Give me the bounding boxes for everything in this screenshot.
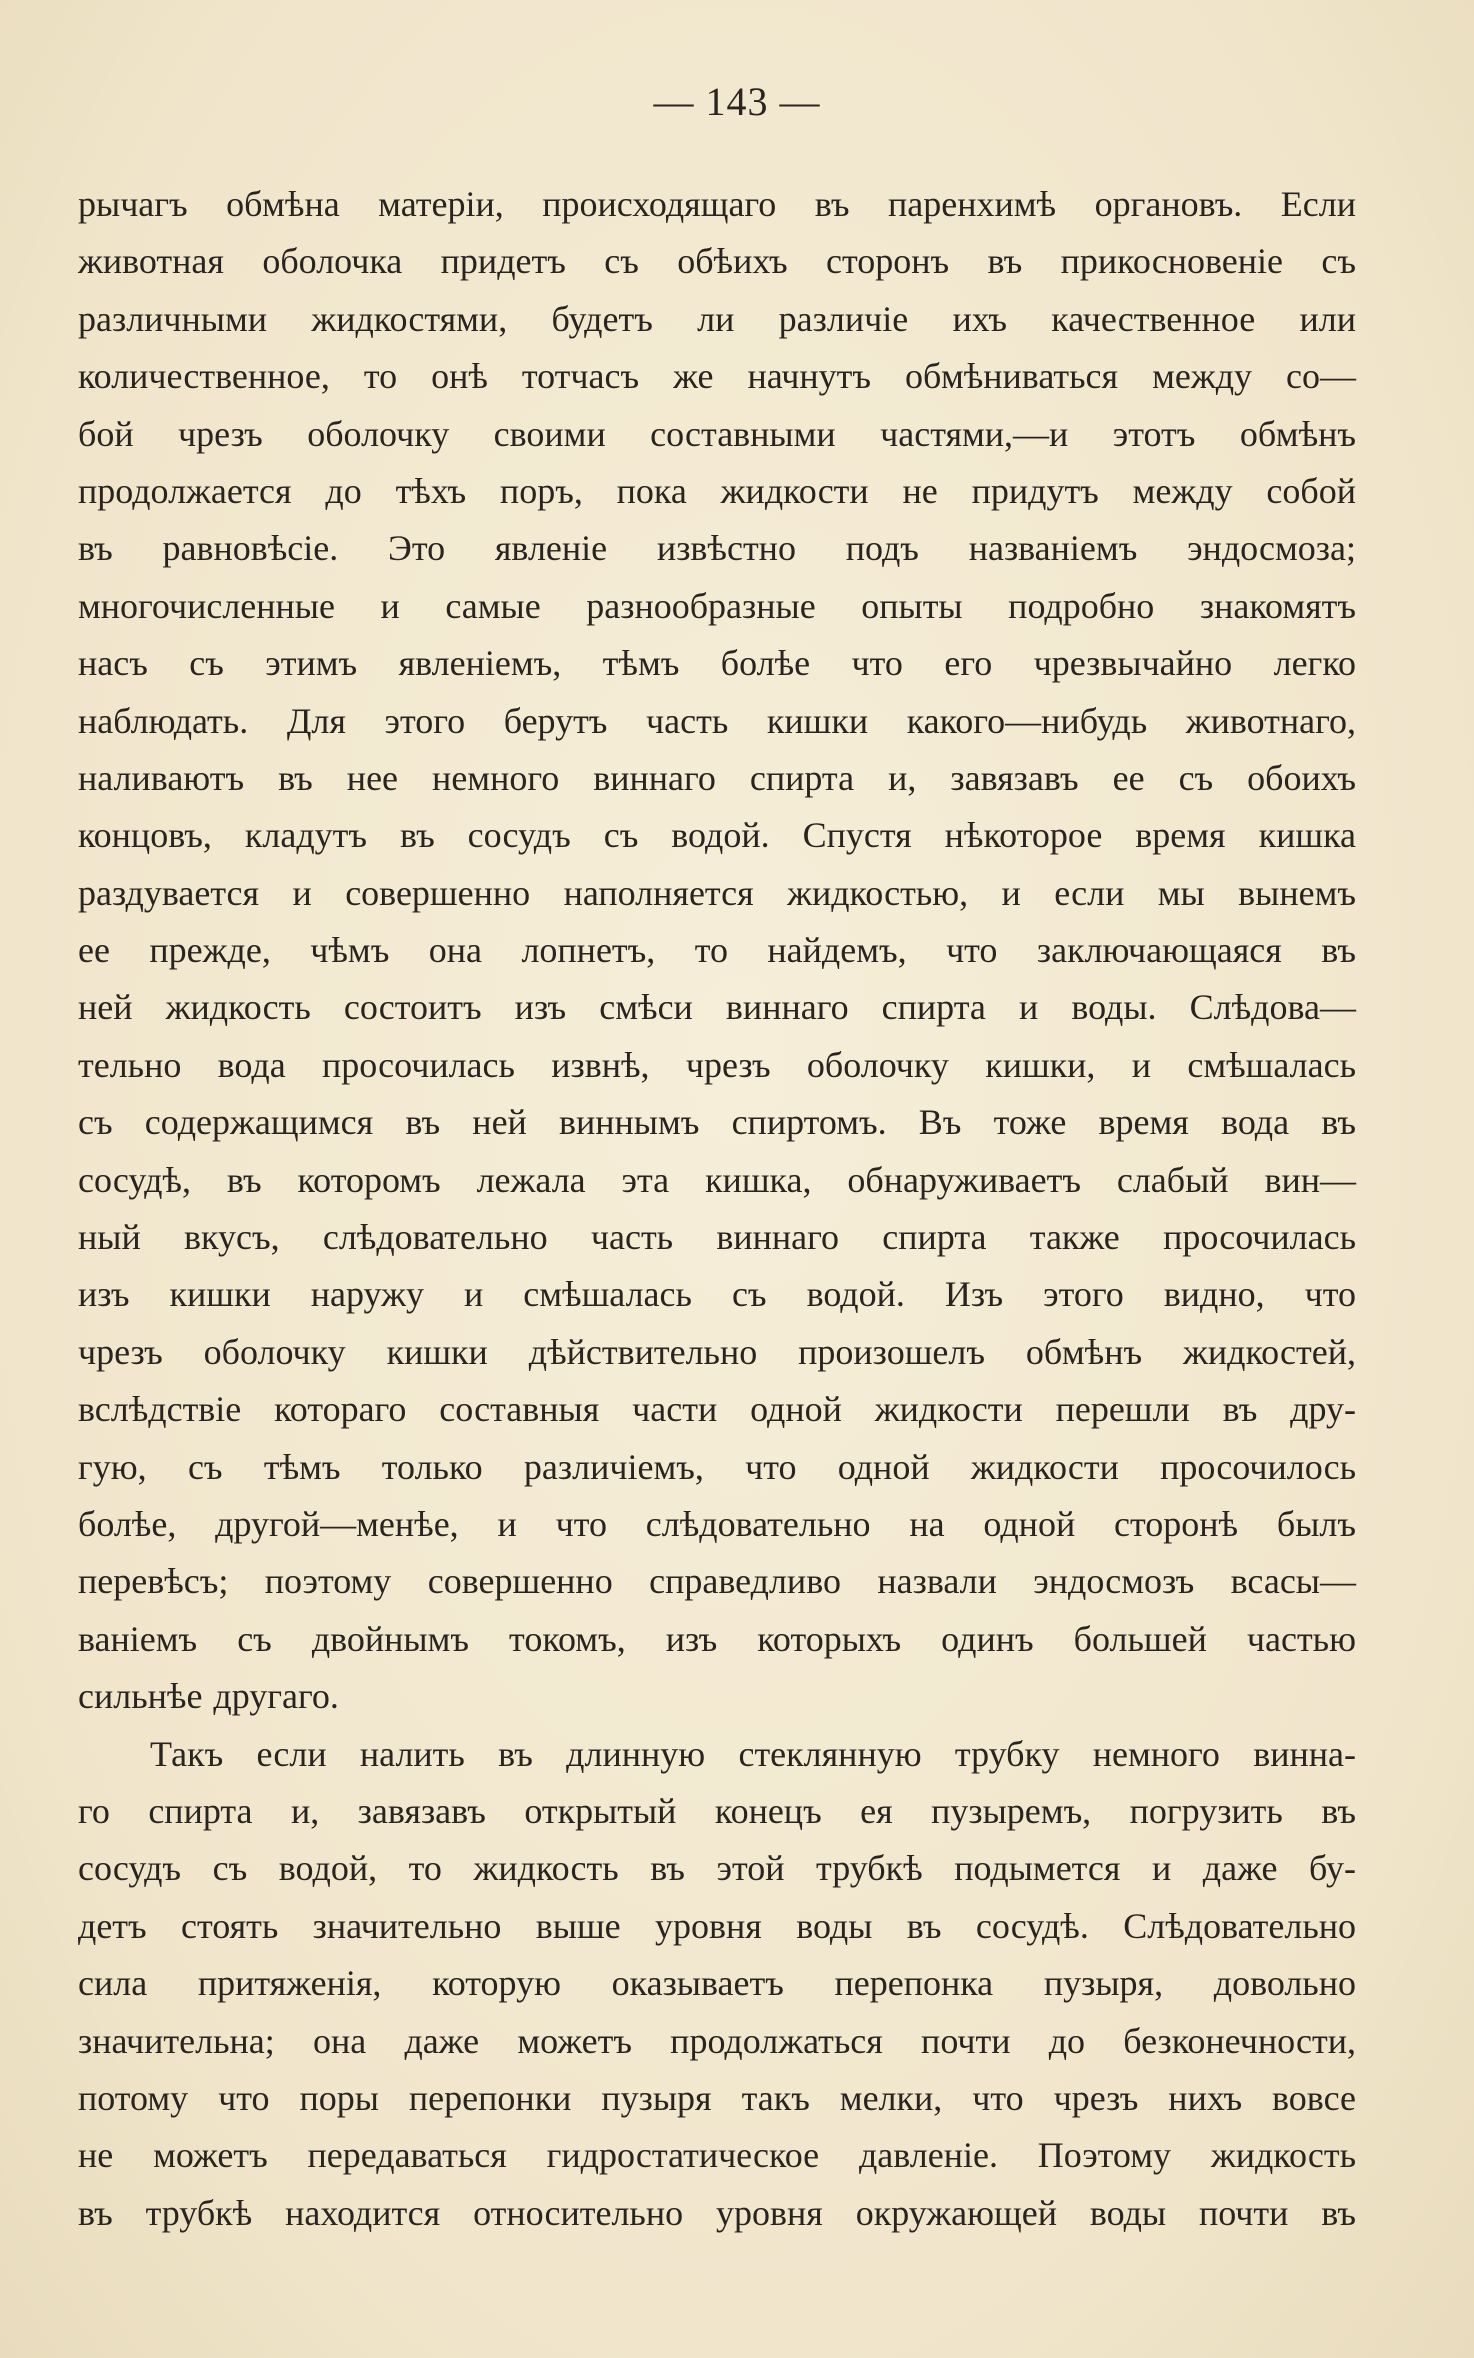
text-line: Такъ если налить въ длинную стеклянную трубку немного винна- [150, 1733, 1356, 1774]
page-number: — 143 — [653, 79, 821, 124]
text-line: наблюдать. Для этого берутъ часть кишки какого—нибудь животнаго, [78, 700, 1356, 741]
text-line: потому что поры перепонки пузыря такъ мелки, что чрезъ нихъ вовсе [78, 2077, 1356, 2118]
text-line: сила притяженія, которую оказываетъ перепонка пузыря, довольно [78, 1963, 1356, 2004]
text-line: наливаютъ въ нее немного виннаго спирта и, завязавъ ее съ обоихъ [78, 757, 1356, 798]
text-line: го спирта и, завязавъ открытый конецъ ея пузыремъ, погрузить въ [78, 1790, 1356, 1831]
text-line: ваніемъ съ двойнымъ токомъ, изъ которыхъ одинъ большей частью [78, 1618, 1356, 1659]
text-line: концовъ, кладутъ въ сосудъ съ водой. Спустя нѣкоторое время кишка [78, 815, 1356, 856]
text-line: въ трубкѣ находится относительно уровня окружающей воды почти въ [78, 2192, 1356, 2233]
text-line: сосудъ съ водой, то жидкость въ этой трубкѣ подымется и даже бу- [78, 1848, 1356, 1889]
text-line: тельно вода просочилась извнѣ, чрезъ оболочку кишки, и смѣшалась [78, 1044, 1356, 1085]
text-line: ее прежде, чѣмъ она лопнетъ, то найдемъ, что заключающаяся въ [78, 930, 1356, 971]
text-line: перевѣсъ; поэтому совершенно справедливо назвали эндосмозъ всасы— [78, 1561, 1356, 1602]
text-line: въ равновѣсіе. Это явленіе извѣстно подъ названіемъ эндосмоза; [78, 528, 1356, 569]
text-line: съ содержащимся въ ней виннымъ спиртомъ. Въ тоже время вода въ [78, 1102, 1356, 1143]
text-line: чрезъ оболочку кишки дѣйствительно произошелъ обмѣнъ жидкостей, [78, 1331, 1356, 1372]
text-line: количественное, то онѣ тотчасъ же начнутъ обмѣниваться между со— [78, 356, 1356, 397]
text-line: насъ съ этимъ явленіемъ, тѣмъ болѣе что его чрезвычайно легко [78, 643, 1356, 684]
text-line: болѣе, другой—менѣе, и что слѣдовательно на одной сторонѣ былъ [78, 1503, 1356, 1544]
text-line: сосудѣ, въ которомъ лежала эта кишка, обнаруживаетъ слабый вин— [78, 1159, 1356, 1200]
text-line: не можетъ передаваться гидростатическое давленіе. Поэтому жидкость [78, 2135, 1356, 2176]
text-line: ный вкусъ, слѣдовательно часть виннаго спирта также просочилась [78, 1217, 1356, 1258]
text-line: ней жидкость состоитъ изъ смѣси виннаго спирта и воды. Слѣдова— [78, 987, 1356, 1028]
text-line: различными жидкостями, будетъ ли различіе ихъ качественное или [78, 298, 1356, 339]
text-line: многочисленные и самые разнообразные опыты подробно знакомятъ [78, 585, 1356, 626]
text-line: сильнѣе другаго. [78, 1676, 339, 1717]
text-line: детъ стоять значительно выше уровня воды въ сосудѣ. Слѣдовательно [78, 1905, 1356, 1946]
text-line: животная оболочка придетъ съ обѣихъ сторонъ въ прикосновеніе съ [78, 241, 1356, 282]
text-line: продолжается до тѣхъ поръ, пока жидкости не придутъ между собой [78, 470, 1356, 511]
body-text [78, 176, 1356, 2242]
text-line: рычагъ обмѣна матеріи, происходящаго въ паренхимѣ органовъ. Если [78, 184, 1356, 224]
text-line: значительна; она даже можетъ продолжаться почти до безконечности, [78, 2020, 1356, 2061]
text-line: изъ кишки наружу и смѣшалась съ водой. Изъ этого видно, что [78, 1274, 1356, 1315]
text-line: бой чрезъ оболочку своими составными частями,—и этотъ обмѣнъ [78, 413, 1356, 454]
text-line: вслѣдствіе котораго составныя части одной жидкости перешли въ дру- [78, 1389, 1356, 1430]
text-line: раздувается и совершенно наполняется жидкостью, и если мы вынемъ [78, 872, 1356, 913]
text-line: гую, съ тѣмъ только различіемъ, что одной жидкости просочилось [78, 1446, 1356, 1487]
